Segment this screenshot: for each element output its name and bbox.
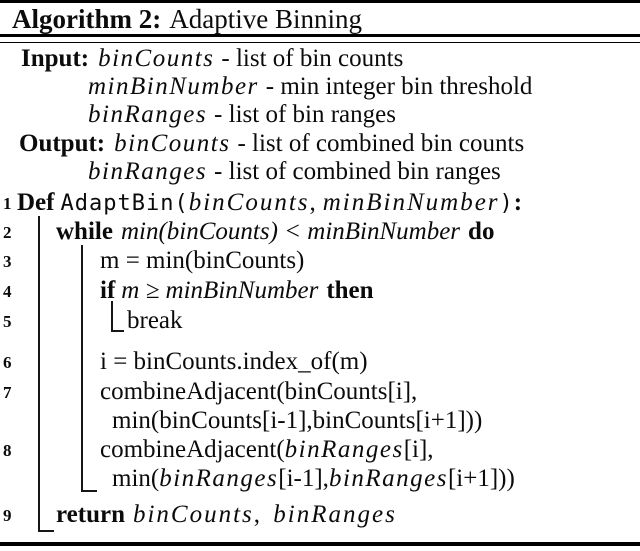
io-description: - list of bin counts	[221, 45, 404, 72]
code-line-7	[100, 378, 417, 405]
if-condition: m ≥ minBinNumber	[121, 277, 319, 304]
code-line-7-continuation	[112, 407, 482, 434]
line-number: 6	[3, 353, 12, 372]
caption-rule-thick	[0, 34, 640, 37]
output-line-2	[88, 158, 501, 185]
while-keyword: while	[56, 218, 113, 245]
code-line-4	[100, 277, 374, 304]
output-line-1	[19, 130, 524, 157]
line-number: 7	[3, 383, 12, 402]
input-label: Input:	[21, 45, 90, 72]
io-description: - list of bin ranges	[214, 101, 396, 128]
statement: [i],	[403, 436, 434, 463]
block-foot-while	[81, 490, 97, 492]
top-rule	[0, 0, 640, 3]
function-name: AdaptBin	[60, 191, 175, 216]
variable: binRanges	[328, 465, 448, 492]
close-paren: )	[499, 191, 514, 216]
statement: combineAdjacent(	[100, 436, 285, 463]
code-line-2	[56, 218, 494, 245]
io-description: - list of combined bin counts	[237, 130, 525, 157]
algorithm-label: Algorithm 2:	[12, 4, 162, 34]
while-condition: min(binCounts) < minBinNumber	[120, 218, 461, 245]
variable: binRanges	[159, 465, 279, 492]
open-paren: (	[174, 191, 189, 216]
caption	[12, 4, 362, 34]
input-line-1	[21, 45, 403, 72]
input-line-3	[88, 101, 396, 128]
statement: m = min(binCounts)	[100, 247, 305, 274]
variable: binRanges	[284, 436, 404, 463]
line-number: 8	[3, 441, 12, 460]
block-rule-if	[111, 301, 113, 332]
io-description: - min integer bin threshold	[265, 73, 533, 100]
statement: min(binCounts[i-1],binCounts[i+1]))	[112, 407, 483, 434]
line-number: 1	[3, 194, 12, 213]
caption-rule-thin	[0, 42, 640, 43]
variable: binRanges	[273, 501, 397, 528]
statement: [i-1],	[278, 465, 329, 492]
def-keyword: Def	[17, 189, 55, 216]
code-line-5	[127, 307, 183, 334]
block-rule-def	[38, 216, 40, 532]
statement: i = binCounts.index_of(m)	[100, 348, 368, 375]
bottom-rule	[0, 542, 640, 546]
argument: binCounts	[188, 189, 310, 216]
colon: :	[513, 189, 523, 216]
argument: minBinNumber	[322, 189, 500, 216]
io-variable: minBinNumber	[88, 73, 259, 100]
algorithm-title: Adaptive Binning	[169, 4, 362, 34]
code-line-6	[100, 348, 368, 375]
block-foot-def	[38, 530, 54, 532]
io-variable: binCounts	[114, 130, 231, 157]
code-line-3	[100, 247, 304, 274]
statement: break	[127, 307, 183, 334]
statement: [i+1]))	[447, 465, 515, 492]
io-description: - list of combined bin ranges	[214, 158, 501, 185]
then-keyword: then	[326, 277, 374, 304]
if-keyword: if	[100, 277, 116, 304]
io-variable: binCounts	[98, 45, 215, 72]
output-label: Output:	[19, 130, 106, 157]
variable: binCounts	[132, 501, 254, 528]
line-number: 3	[3, 252, 12, 271]
block-rule-while	[81, 245, 83, 492]
input-line-2	[88, 73, 532, 100]
comma: ,	[253, 501, 267, 528]
code-line-8	[100, 436, 434, 463]
io-variable: binRanges	[88, 101, 208, 128]
do-keyword: do	[468, 218, 495, 245]
comma: ,	[309, 189, 316, 216]
line-number: 4	[3, 282, 12, 301]
line-number: 9	[3, 506, 12, 525]
return-keyword: return	[56, 501, 125, 528]
line-number: 5	[3, 312, 12, 331]
block-foot-if	[111, 330, 124, 332]
statement: min(	[112, 465, 160, 492]
io-variable: binRanges	[88, 158, 208, 185]
code-line-8-continuation	[112, 465, 515, 492]
line-number: 2	[3, 223, 12, 242]
statement: combineAdjacent(binCounts[i],	[100, 378, 418, 405]
code-line-9	[56, 501, 397, 528]
code-line-1	[17, 189, 522, 217]
